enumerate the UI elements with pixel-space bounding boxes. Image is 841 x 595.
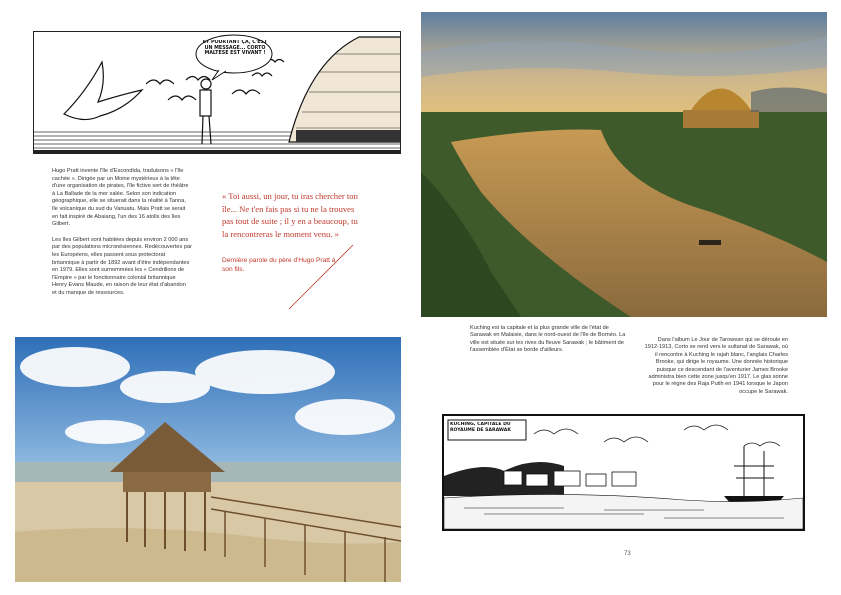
quote-attribution: Dernière parole du père d'Hugo Pratt à son fils.: [222, 257, 336, 273]
speech-bubble-text: ET POURTANT ÇA, C'EST UN MESSAGE... CORTO MALTESE EST VIVANT !: [202, 40, 268, 57]
quote-decorative-line: [285, 243, 355, 313]
stilt-hut-image: [15, 337, 401, 582]
caption-kuching: Kuching est la capitale et la plus grande ville de l'état de Sarawak en Malaisie, dans le nord-ouest de l'île de Bornéo. La ville est située sur les rives du fleuve Sarawak ; le bâtiment de l'assemblée d'État se borde d'ailleurs.: [470, 325, 626, 354]
photo-kuching-river: [421, 12, 827, 317]
caption-tarowean: Dans l'album Le Jour de Tarowean qui se déroule en 1912-1913, Corto se rend vers le sultanat de Sarawak, où il rencontre à Kuching le rajah blanc, l'anglais Charles Brooke, qui dirige le royaume. Une donnée historique puisque ce descendant de l'aventurier James Brooke administra bien cette zone jusqu'en 1917. Le glas sonne pour le règne des Raja Putih en 1941 lorsque le Japon occupe le Sarawak.: [644, 337, 788, 395]
paragraph-escondida: Hugo Pratt invente l'île d'Escondida, traduisons « l'île cachée ». Dirigée par un Moine mystérieux à la tête d'une organisation de pirates, l'île fictive sert de théâtre à La Ballade de la mer salée. Selon son indication géographique, elle se situerait dans la réalité à Tanna, île volcanique du sud du Vanuatu. Mais Pratt se serait en fait inspiré de Abaiang, l'un des 16 atolls des îles Gilbert.: [52, 168, 189, 228]
comic-caption-box: KUCHING, CAPITALE DU ROYAUME DE SARAWAK: [450, 422, 511, 433]
comic-illustration-seagulls: [34, 32, 401, 154]
kuching-river-image: [421, 12, 827, 317]
page-number: 73: [624, 551, 631, 557]
comic-illustration-kuching: [444, 416, 803, 529]
left-text-column: [52, 168, 192, 306]
photo-stilt-hut: [15, 337, 401, 582]
comic-panel-seagulls: [33, 31, 401, 154]
pull-quote: « Toi aussi, un jour, tu iras chercher ton île... Ne t'en fais pas si tu ne la trouves pas tout de suite ; il y en a beaucoup, tu la rencontreras le moment venu. »: [222, 191, 358, 239]
comic-panel-kuching: [442, 414, 805, 531]
paragraph-gilbert-islands: Les îles Gilbert sont habitées depuis environ 2 000 ans par des populations micronésiennes. Redécouvertes par les Européens, elles passent sous protectorat britannique à partir de 1892 avant d'être indépendantes en 1979. Elles sont surnommées les « Cendrillons de l'Empire » par le fonctionnaire colonial britannique Henry Evans Maude, en raison de leur état d'abandon et du manque de ressources.: [52, 236, 192, 296]
